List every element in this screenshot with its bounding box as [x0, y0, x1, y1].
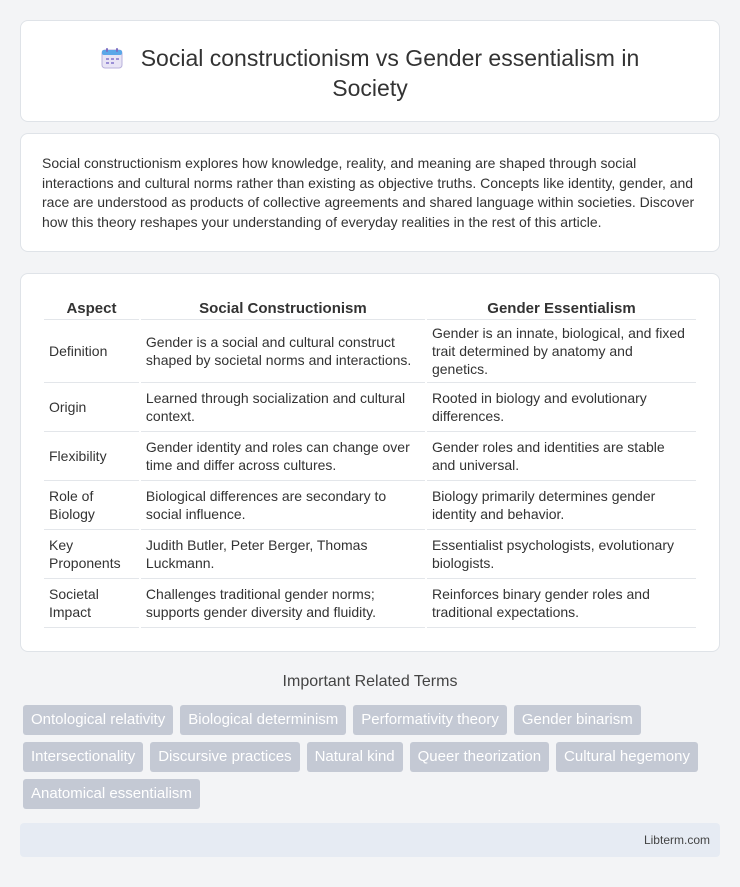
aspect-cell: Flexibility [44, 432, 139, 481]
related-term-tag[interactable]: Performativity theory [353, 705, 507, 735]
essentialism-cell: Gender roles and identities are stable and universal. [427, 432, 696, 481]
social-cell: Gender identity and roles can change over time and differ across cultures. [141, 432, 425, 481]
table-row [44, 432, 696, 481]
related-term-tag[interactable]: Ontological relativity [23, 705, 173, 735]
essentialism-cell: Biology primarily determines gender identity and behavior. [427, 481, 696, 530]
calendar-icon [101, 47, 123, 69]
intro-text: Social constructionism explores how knowledge, reality, and meaning are shaped through social interactions and cultural norms rather than existing as objective truths. Concepts like identity, gender, and race are understood as products of collective agreements and shared language within societies. Discover how this theory reshapes your understanding of everyday realities in the rest of this article. [42, 155, 695, 230]
footer [20, 823, 720, 857]
essentialism-cell: Rooted in biology and evolutionary differences. [427, 383, 696, 432]
comparison-table-card [20, 273, 720, 652]
related-terms-list [23, 705, 703, 809]
social-cell: Judith Butler, Peter Berger, Thomas Luckmann. [141, 530, 425, 579]
related-term-tag[interactable]: Anatomical essentialism [23, 779, 200, 809]
table-row [44, 481, 696, 530]
table-row [44, 530, 696, 579]
related-term-tag[interactable]: Biological determinism [180, 705, 346, 735]
related-term-tag[interactable]: Queer theorization [410, 742, 549, 772]
aspect-cell: Role of Biology [44, 481, 139, 530]
header-card [20, 20, 720, 122]
social-cell: Learned through socialization and cultural context. [141, 383, 425, 432]
essentialism-cell: Reinforces binary gender roles and traditional expectations. [427, 579, 696, 628]
related-term-tag[interactable]: Cultural hegemony [556, 742, 698, 772]
related-term-tag[interactable]: Discursive practices [150, 742, 299, 772]
social-cell: Biological differences are secondary to social influence. [141, 481, 425, 530]
header-gender-essentialism: Gender Essentialism [427, 294, 696, 320]
footer-site-link[interactable]: Libterm.com [643, 833, 710, 847]
table-row [44, 320, 696, 383]
related-terms-title: Important Related Terms [282, 673, 458, 690]
essentialism-cell: Essentialist psychologists, evolutionary biologists. [427, 530, 696, 579]
related-term-tag[interactable]: Gender binarism [514, 705, 641, 735]
table-header-row [44, 294, 696, 320]
comparison-table [42, 294, 698, 628]
social-cell: Challenges traditional gender norms; supports gender diversity and fluidity. [141, 579, 425, 628]
related-term-tag[interactable]: Intersectionality [23, 742, 143, 772]
header-social-constructionism: Social Constructionism [141, 294, 425, 320]
page-title: Social constructionism vs Gender essentialism in Society [140, 45, 640, 101]
aspect-cell: Definition [44, 320, 139, 383]
table-row [44, 383, 696, 432]
aspect-cell: Origin [44, 383, 139, 432]
social-cell: Gender is a social and cultural construct shaped by societal norms and interactions. [141, 320, 425, 383]
intro-card [20, 133, 720, 252]
header-aspect: Aspect [44, 294, 139, 320]
related-term-tag[interactable]: Natural kind [307, 742, 403, 772]
aspect-cell: Societal Impact [44, 579, 139, 628]
page-title-wrap [21, 43, 719, 103]
aspect-cell: Key Proponents [44, 530, 139, 579]
table-row [44, 579, 696, 628]
essentialism-cell: Gender is an innate, biological, and fixed trait determined by anatomy and genetics. [427, 320, 696, 383]
